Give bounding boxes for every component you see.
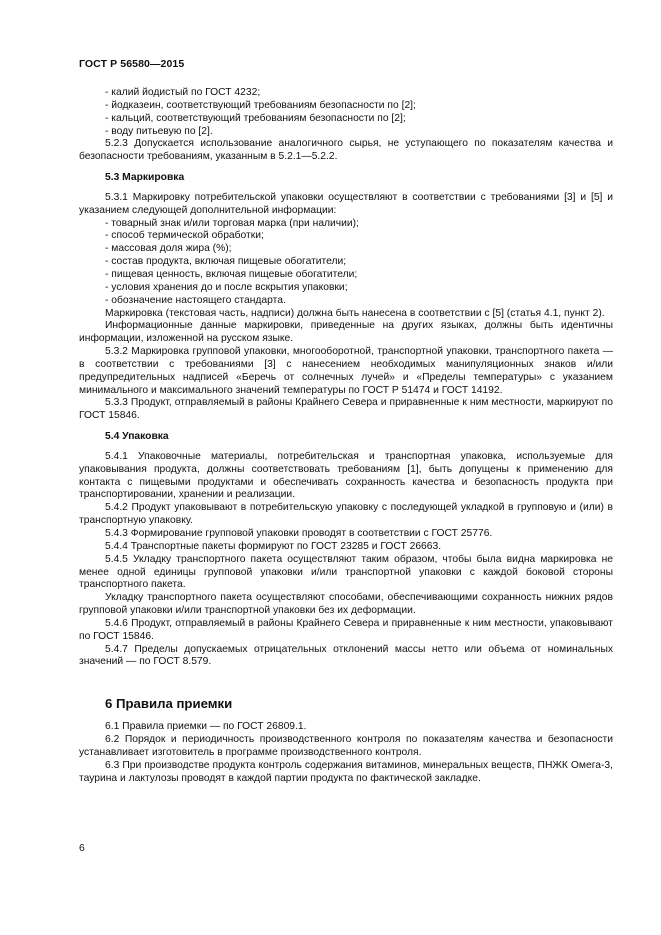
paragraph-5-3-1: 5.3.1 Маркировку потребительской упаковки осуществляют в соответствии с требованиями [3] и [5] и указанием следующей дополнительной информации: bbox=[79, 191, 613, 216]
paragraph-5-4-2: 5.4.2 Продукт упаковывают в потребительскую упаковку с последующей укладкой в групповую и (или) в транспортную упаковку. bbox=[79, 502, 613, 527]
paragraph-5-4-4: 5.4.4 Транспортные пакеты формируют по ГОСТ 23285 и ГОСТ 26663. bbox=[105, 540, 442, 552]
list-item: - массовая доля жира (%); bbox=[105, 243, 232, 255]
list-item: - товарный знак и/или торговая марка (при наличии); bbox=[105, 217, 359, 229]
paragraph-5-3-3: 5.3.3 Продукт, отправляемый в районы Крайнего Севера и приравненные к ним местности, маркируют по ГОСТ 15846. bbox=[79, 397, 613, 422]
document-body bbox=[79, 87, 613, 786]
paragraph-info: Информационные данные маркировки, приведенные на других языках, должны быть идентичны информации, изложенной на русском языке. bbox=[79, 320, 613, 345]
list-item: - йодказеин, соответствующий требованиям безопасности по [2]; bbox=[105, 99, 416, 111]
paragraph-5-2-3: 5.2.3 Допускается использование аналогичного сырья, не уступающего по показателям качества и безопасности требованиям, указанным в 5.2.1—5.2.2. bbox=[79, 138, 613, 163]
list-item: - состав продукта, включая пищевые обогатители; bbox=[105, 256, 347, 268]
document-header: ГОСТ Р 56580—2015 bbox=[79, 58, 185, 70]
paragraph-5-4-7: 5.4.7 Пределы допускаемых отрицательных отклонений массы нетто или объема от номинальных значений — по ГОСТ 8.579. bbox=[79, 643, 613, 668]
section-heading-5-3: 5.3 Маркировка bbox=[105, 172, 185, 184]
section-heading-6: 6 Правила приемки bbox=[105, 696, 233, 712]
paragraph-6-2: 6.2 Порядок и периодичность производственного контроля по показателям качества и безопасности устанавливает изготовитель в программе производственного контроля. bbox=[79, 734, 613, 758]
section-heading-5-4: 5.4 Упаковка bbox=[105, 431, 169, 443]
list-item: - калий йодистый по ГОСТ 4232; bbox=[105, 87, 261, 98]
list-item: - способ термической обработки; bbox=[105, 230, 264, 242]
list-item: - обозначение настоящего стандарта. bbox=[105, 294, 286, 306]
paragraph-6-3: 6.3 При производстве продукта контроль содержания витаминов, минеральных веществ, ПНЖК Омега-3, таурина и лактулозы проводят в каждой партии продукта по фактической закладке. bbox=[79, 759, 613, 784]
paragraph-6-1: 6.1 Правила приемки — по ГОСТ 26809.1. bbox=[105, 721, 307, 733]
list-item: - условия хранения до и после вскрытия упаковки; bbox=[105, 281, 348, 293]
paragraph-5-4-6: 5.4.6 Продукт, отправляемый в районы Крайнего Севера и приравненные к ним местности, упаковывают по ГОСТ 15846. bbox=[79, 617, 613, 642]
list-item: - кальций, соответствующий требованиям безопасности по [2]; bbox=[105, 112, 406, 124]
paragraph-5-4-5: 5.4.5 Укладку транспортного пакета осуществляют таким образом, чтобы была видна маркировка не менее одной единицы групповой упаковки и/или транспортной упаковки с каждой боковой стороны транспортного пакета. bbox=[79, 553, 613, 591]
paragraph-5-4-3: 5.4.3 Формирование групповой упаковки проводят в соответствии с ГОСТ 25776. bbox=[105, 528, 493, 539]
paragraph-5-3-2: 5.3.2 Маркировка групповой упаковки, многооборотной, транспортной упаковки, транспортного пакета — в соответствии с требованиями [3] с нанесением необходимых манипуляционных знаков и/или предупредительных надписей «Беречь от солнечных лучей» и «Пределы температуры» с указанием минимального и максимального значений температуры по ГОСТ Р 51474 и ГОСТ 14192. bbox=[79, 346, 613, 396]
paragraph-stacking: Укладку транспортного пакета осуществляют способами, обеспечивающими сохранность нижних рядов групповой упаковки и/или транспортной упаковки без их деформации. bbox=[79, 592, 613, 617]
paragraph-marking: Маркировка (текстовая часть, надписи) должна быть нанесена в соответствии с [5] (статья 4.1, пункт 2). bbox=[105, 307, 605, 319]
list-item: - воду питьевую по [2]. bbox=[105, 125, 213, 137]
paragraph-5-4-1: 5.4.1 Упаковочные материалы, потребительская и транспортная упаковка, используемые для упаковывания продукта, должны соответствовать требованиям [1], быть допущены к применению для контакта с пищевыми продуктами и обеспечивать сохранность качества и безопасность продукта при транспортировании, хранении и реализации. bbox=[79, 450, 613, 501]
list-item: - пищевая ценность, включая пищевые обогатители; bbox=[105, 268, 358, 280]
page-number: 6 bbox=[79, 843, 85, 854]
